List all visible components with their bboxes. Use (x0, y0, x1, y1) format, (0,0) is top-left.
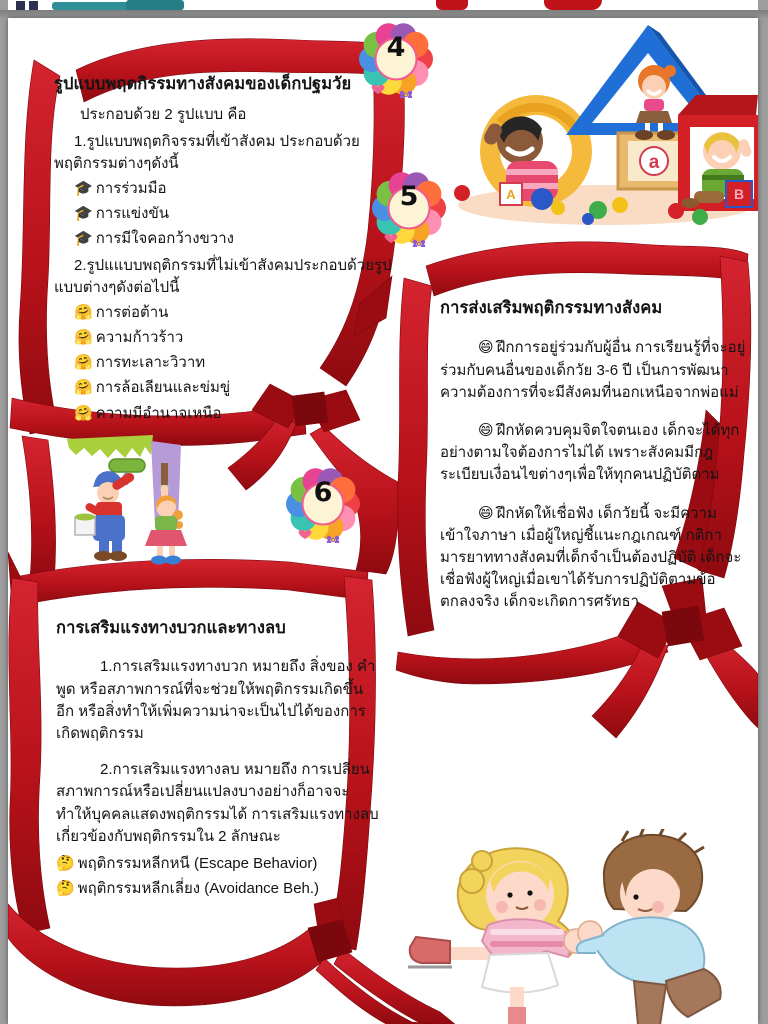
list-item-label: การทะเลาะวิวาท (95, 354, 206, 372)
section-2-heading: 2.รูปแแบบพฤติกรรมที่ไม่เข้าสังคมประกอบด้วยรูปแบบต่างๆดังต่อไปนี้ (54, 256, 392, 296)
reinforcement-types-list (56, 852, 380, 900)
list-item (74, 227, 400, 250)
block-letter-B: B (733, 186, 745, 202)
paragraph (440, 336, 746, 404)
list-item-label: ความก้าวร้าว (95, 329, 184, 347)
page (8, 18, 758, 1024)
prev-page-books (126, 0, 184, 10)
block-letter-A: A (506, 187, 516, 202)
list-item-label: การมีใจคอกว้างขวาง (95, 230, 234, 248)
list-item-label: พฤติกรรมหลีกหนี (Escape Behavior) (77, 854, 318, 872)
hugging-face-icon: 🤗 (74, 302, 93, 321)
thinking-face-icon: 🤔 (56, 879, 75, 898)
list-item-label: การร่วมมือ (95, 179, 167, 197)
hugging-face-icon: 🤗 (74, 378, 93, 397)
grinning-face-icon: 😄 (478, 420, 494, 439)
children-skating-illustration (398, 829, 730, 1024)
panel-title: รูปแบบพฤตกิรรมทางสังคมของเด็กปฐมวัย (54, 75, 352, 93)
paragraph-negative: 2.การเสริมแรงทางลบ หมายถึง การเปลี่ยนสภาพการณ์หรือเปลี่ยนแปลงบางอย่างก็อาจจะทำให้บุคคลแสดงพฤติกรรมได้ การเสริมแรงทางลบเกี่ยวข้องกับพฤติกรรมใน 2 ลักษณะ (56, 761, 379, 845)
list-item (74, 301, 400, 324)
thinking-face-icon: 🤔 (56, 853, 75, 872)
prev-page-figure-legs (16, 1, 25, 10)
antisocial-behavior-list (54, 301, 400, 425)
list-item (74, 326, 400, 349)
flower-badge-6 (284, 465, 362, 543)
panel-title: การส่งเสริมพฤติกรรมทางสังคม (440, 299, 663, 317)
paragraph-text: ฝึกหัดควบคุมจิตใจตนเอง เด็กจะได้ทุกอย่างตามใจต้องการไม่ได้ เพราะสังคมมีกฎระเบียบเงื่อนไขต่างๆเพื่อให้ทุกคนปฏิบัติตาม (440, 421, 740, 484)
panel-reinforcement (56, 616, 380, 904)
panel-promoting-social-behavior (440, 296, 746, 628)
paragraph (440, 419, 746, 487)
list-item-label: การแข่งขัน (95, 205, 170, 223)
graduation-cap-icon: 🎓 (74, 229, 93, 248)
paragraph-text: ฝึกหัดให้เชื่อฟัง เด็กวัยนี้ จะมีความเข้าใจภาษา เมื่อผู้ใหญ่ชี้แนะกฎเกณฑ์ กติกามารยาททางสังคมที่เด็กจำเป็นต้องปฏิบัติ เด็กจะเชื่อฟังผู้ใหญ่เมื่อเขาได้รับการปฏิบัติตามข้อตกลงจริง เด็กจะเกิดการศรัทธา (440, 504, 742, 611)
hugging-face-icon: 🤗 (74, 328, 93, 347)
paragraph-text: ฝึกการอยู่ร่วมกับผู้อื่น การเรียนรู้ที่จะอยู่ร่วมกับคนอื่นของเด็กวัย 3-6 ปี เป็นการพัฒนาความต้องการที่จะมีสังคมที่นอกเหนือจากพ่อแม่ (440, 339, 746, 401)
badge-number: 4 (386, 32, 406, 63)
list-item-label: การต่อต้าน (95, 303, 169, 321)
panel-intro: ประกอบด้วย 2 รูปแบบ คือ (80, 106, 247, 124)
children-painting-illustration (57, 433, 217, 573)
list-item (74, 177, 400, 200)
hugging-face-icon: 🤗 (74, 353, 93, 372)
prev-page-ribbon-bit (544, 0, 602, 10)
list-item-label: ความมีอำนาจเหนือ (95, 404, 222, 422)
list-item (74, 202, 400, 225)
paragraph-positive: 1.การเสริมแรงทางบวก หมายถึง สิ่งของ คำพูด หรือสภาพการณ์ที่จะช่วยให้พฤติกรรมเกิดขึ้นอีก หรือสิ่งทำให้เพิ่มความน่าจะเป็นไปได้ของการเกิดพฤติกรรม (56, 658, 376, 742)
block-letter-a: a (648, 152, 660, 173)
graduation-cap-icon: 🎓 (74, 178, 93, 197)
badge-number: 6 (313, 477, 333, 508)
panel-title: การเสริมแรงทางบวกและทางลบ (56, 619, 286, 637)
social-behavior-list (54, 177, 400, 251)
list-item (56, 877, 380, 900)
page-separator (0, 10, 768, 18)
list-item (56, 852, 380, 875)
list-item (74, 351, 400, 374)
previous-page-edge (8, 0, 758, 10)
panel-social-behavior-patterns (54, 72, 400, 429)
section-1-heading: 1.รูปแบบพฤตกิจรรมที่เข้าสังคม ประกอบด้วยพฤติกรรมต่างๆดังนี้ (54, 132, 360, 172)
paragraph (440, 502, 746, 614)
graduation-cap-icon: 🎓 (74, 204, 93, 223)
list-item (74, 402, 400, 425)
prev-page-figure-legs (29, 1, 38, 10)
prev-page-ribbon-bit (436, 0, 468, 10)
grinning-face-icon: 😄 (478, 503, 494, 522)
promote-paragraphs (440, 336, 746, 613)
list-item (74, 376, 400, 399)
list-item-label: พฤติกรรมหลีกเลี่ยง (Avoidance Beh.) (77, 880, 320, 898)
grinning-face-icon: 😄 (478, 338, 494, 357)
children-playing-blocks-illustration (448, 23, 758, 228)
badge-number: 5 (399, 181, 419, 212)
list-item-label: การล้อเลียนและข่มขู่ (95, 379, 231, 397)
hugging-face-icon: 🤗 (74, 403, 93, 422)
